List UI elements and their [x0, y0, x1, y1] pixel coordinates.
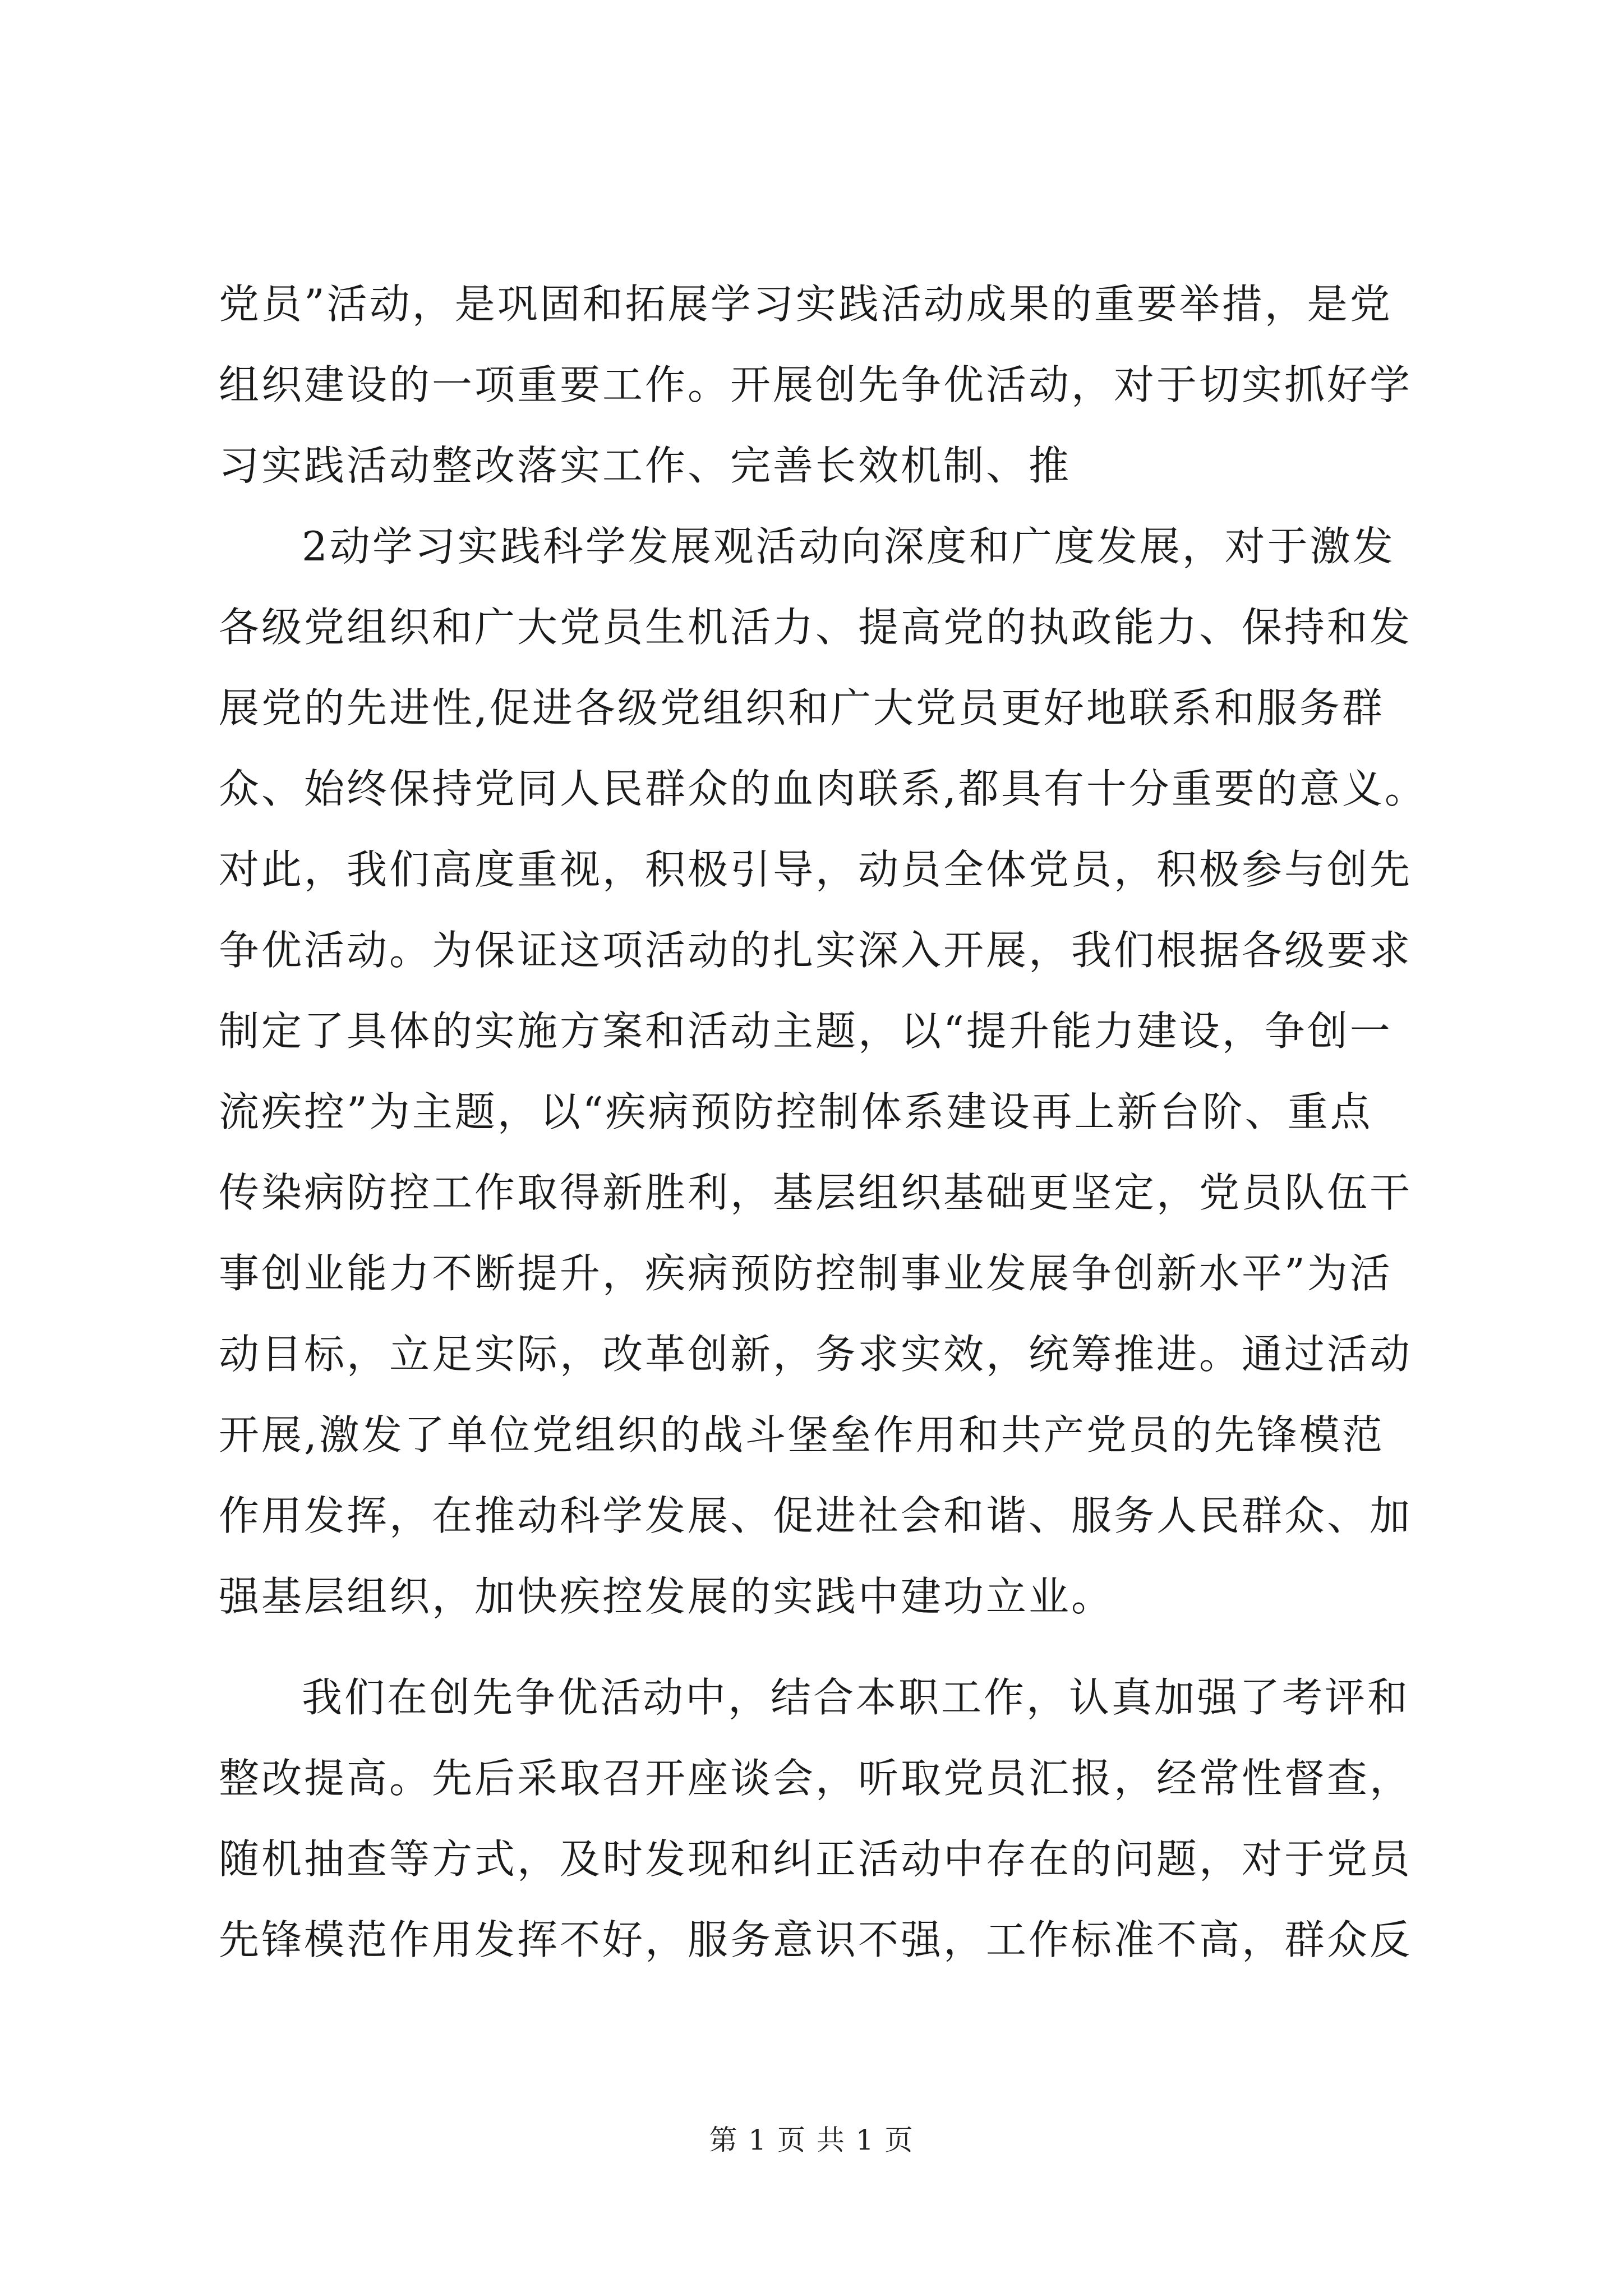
text-line: 制定了具体的实施方案和活动主题，以“提升能力建设，争创一: [219, 1007, 1393, 1055]
text-line: 党员”活动，是巩固和拓展学习实践活动成果的重要举措，是党: [219, 280, 1393, 328]
text-line: 展党的先进性,促进各级党组织和广大党员更好地联系和服务群: [219, 684, 1385, 731]
paragraph-2: [219, 506, 1427, 1637]
text-line: 作用发挥，在推动科学发展、促进社会和谐、服务人民群众、加: [219, 1492, 1413, 1539]
text-line: 各级党组织和广大党员生机活力、提高党的执政能力、保持和发: [219, 604, 1413, 651]
text-line: 传染病防控工作取得新胜利，基层组织基础更坚定，党员队伍干: [219, 1169, 1413, 1216]
document-body: [219, 264, 1427, 1980]
paragraph-3: [219, 1657, 1419, 1980]
paragraph-1: [219, 264, 1419, 506]
text-line: 流疾控”为主题，以“疾病预防控制体系建设再上新台阶、重点: [219, 1088, 1373, 1135]
text-line: 事创业能力不断提升，疾病预防控制事业发展争创新水平”为活: [219, 1250, 1393, 1297]
text-line: 习实践活动整改落实工作、完善长效机制、推: [219, 442, 1072, 489]
page-footer: 第 1 页 共 1 页: [709, 2124, 914, 2156]
text-line: 众、始终保持党同人民群众的血肉联系,都具有十分重要的意义。: [219, 765, 1427, 812]
text-line: 随机抽查等方式，及时发现和纠正活动中存在的问题，对于党员: [219, 1835, 1413, 1883]
text-line: 2动学习实践科学发展观活动向深度和广度发展，对于激发: [302, 523, 1395, 570]
text-line: 我们在创先争优活动中，结合本职工作，认真加强了考评和: [302, 1674, 1410, 1721]
text-line: 整改提高。先后采取召开座谈会，听取党员汇报，经常性督查，: [219, 1755, 1413, 1802]
text-line: 开展,激发了单位党组织的战斗堡垒作用和共产党员的先锋模范: [219, 1411, 1385, 1458]
text-line: 组织建设的一项重要工作。开展创先争优活动，对于切实抓好学: [219, 361, 1413, 408]
text-line: 先锋模范作用发挥不好，服务意识不强，工作标准不高，群众反: [219, 1916, 1413, 1963]
text-line: 对此，我们高度重视，积极引导，动员全体党员，积极参与创先: [219, 846, 1413, 893]
text-line: 争优活动。为保证这项活动的扎实深入开展，我们根据各级要求: [219, 927, 1413, 974]
text-line: 动目标，立足实际，改革创新，务求实效，统筹推进。通过活动: [219, 1331, 1413, 1378]
text-line: 强基层组织，加快疾控发展的实践中建功立业。: [219, 1573, 1114, 1620]
